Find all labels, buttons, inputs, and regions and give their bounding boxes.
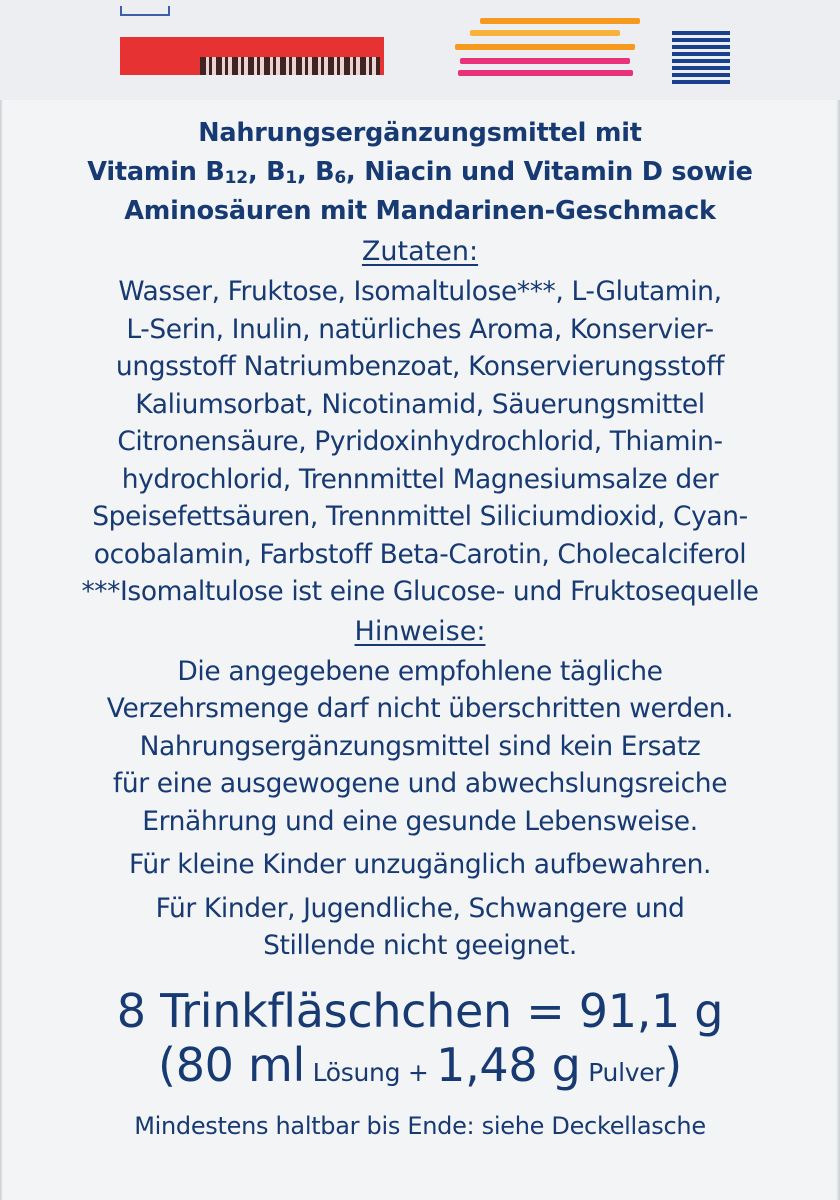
hint-line: Die angegebene empfohlene tägliche [177, 655, 663, 687]
hint-line: Nahrungsergänzungsmittel sind kein Ersatz [139, 730, 701, 762]
ingredients-footnote: ***Isomaltulose ist eine Glucose- und Fruktosequelle [81, 576, 759, 607]
top-artwork-strip [0, 0, 840, 100]
heading-text: , B [247, 157, 286, 187]
subscript: 12 [224, 168, 248, 188]
ingredients-line: ocobalamin, Farbstoff Beta-Carotin, Cholecalciferol [93, 538, 747, 570]
powder-label: Pulver [580, 1057, 665, 1087]
heading-line: Aminosäuren mit Mandarinen-Geschmack [124, 196, 716, 226]
best-before-note: Mindestens haltbar bis Ende: siehe Deckellasche [134, 1111, 706, 1140]
solution-label: Lösung + [304, 1057, 437, 1087]
heading-line [0, 153, 840, 192]
closing-paren: ) [664, 1037, 682, 1092]
ingredients-list [26, 273, 814, 611]
product-description [0, 114, 840, 231]
hint-line: Verzehrsmenge darf nicht überschritten werden. [106, 693, 734, 724]
hints-text [0, 653, 840, 965]
hints-title: Hinweise: [354, 615, 486, 647]
subscript: 6 [334, 168, 347, 188]
pink-stripe [460, 58, 630, 64]
hint-line: Für kleine Kinder unzugänglich aufbewahren. [128, 849, 712, 880]
pink-stripe [458, 70, 633, 76]
ingredient-panel [0, 100, 840, 1200]
orange-stripe [480, 18, 640, 24]
ingredients-line: Citronensäure, Pyridoxinhydrochlorid, Thiamin- [117, 426, 723, 457]
powder-amount: 1,48 g [436, 1037, 581, 1092]
orange-stripe [470, 30, 620, 36]
heading-text: , Niacin und Vitamin D sowie [346, 157, 753, 187]
package-quantity: 8 Trinkfläschchen = 91,1 g [116, 983, 724, 1038]
hint-line: Ernährung und eine gesunde Lebensweise. [142, 805, 698, 837]
hint-line: Stillende nicht geeignet. [263, 930, 577, 961]
hint-line: für eine ausgewogene und abwechslungsreiche [112, 768, 728, 799]
ingredients-line: ungsstoff Natriumbenzoat, Konservierungsstoff [115, 351, 725, 382]
volume-amount: (80 ml [158, 1037, 305, 1092]
ingredients-line: Kaliumsorbat, Nicotinamid, Säuerungsmittel [135, 388, 705, 420]
heading-text: , B [296, 157, 335, 187]
print-registration-bars [200, 57, 380, 75]
heading-line: Nahrungsergänzungsmittel mit [198, 118, 642, 148]
subscript: 1 [285, 168, 297, 188]
fold-tab-mark [120, 6, 170, 16]
ingredients-title: Zutaten: [361, 236, 479, 267]
orange-stripe [455, 44, 635, 50]
blue-barcode-graphic [672, 30, 730, 84]
ingredients-line: hydrochlorid, Trennmittel Magnesiumsalze der [121, 463, 719, 495]
heading-text: Vitamin B [87, 157, 225, 187]
ingredients-line: L-Serin, Inulin, natürliches Aroma, Konservier- [126, 313, 714, 345]
ingredients-line: Speisefettsäuren, Trennmittel Siliciumdioxid, Cyan- [92, 501, 748, 532]
hint-line: Für Kinder, Jugendliche, Schwangere und [155, 892, 685, 924]
ingredients-line: Wasser, Fruktose, Isomaltulose***, L-Glutamin, [118, 276, 722, 307]
package-contents [0, 1037, 840, 1101]
